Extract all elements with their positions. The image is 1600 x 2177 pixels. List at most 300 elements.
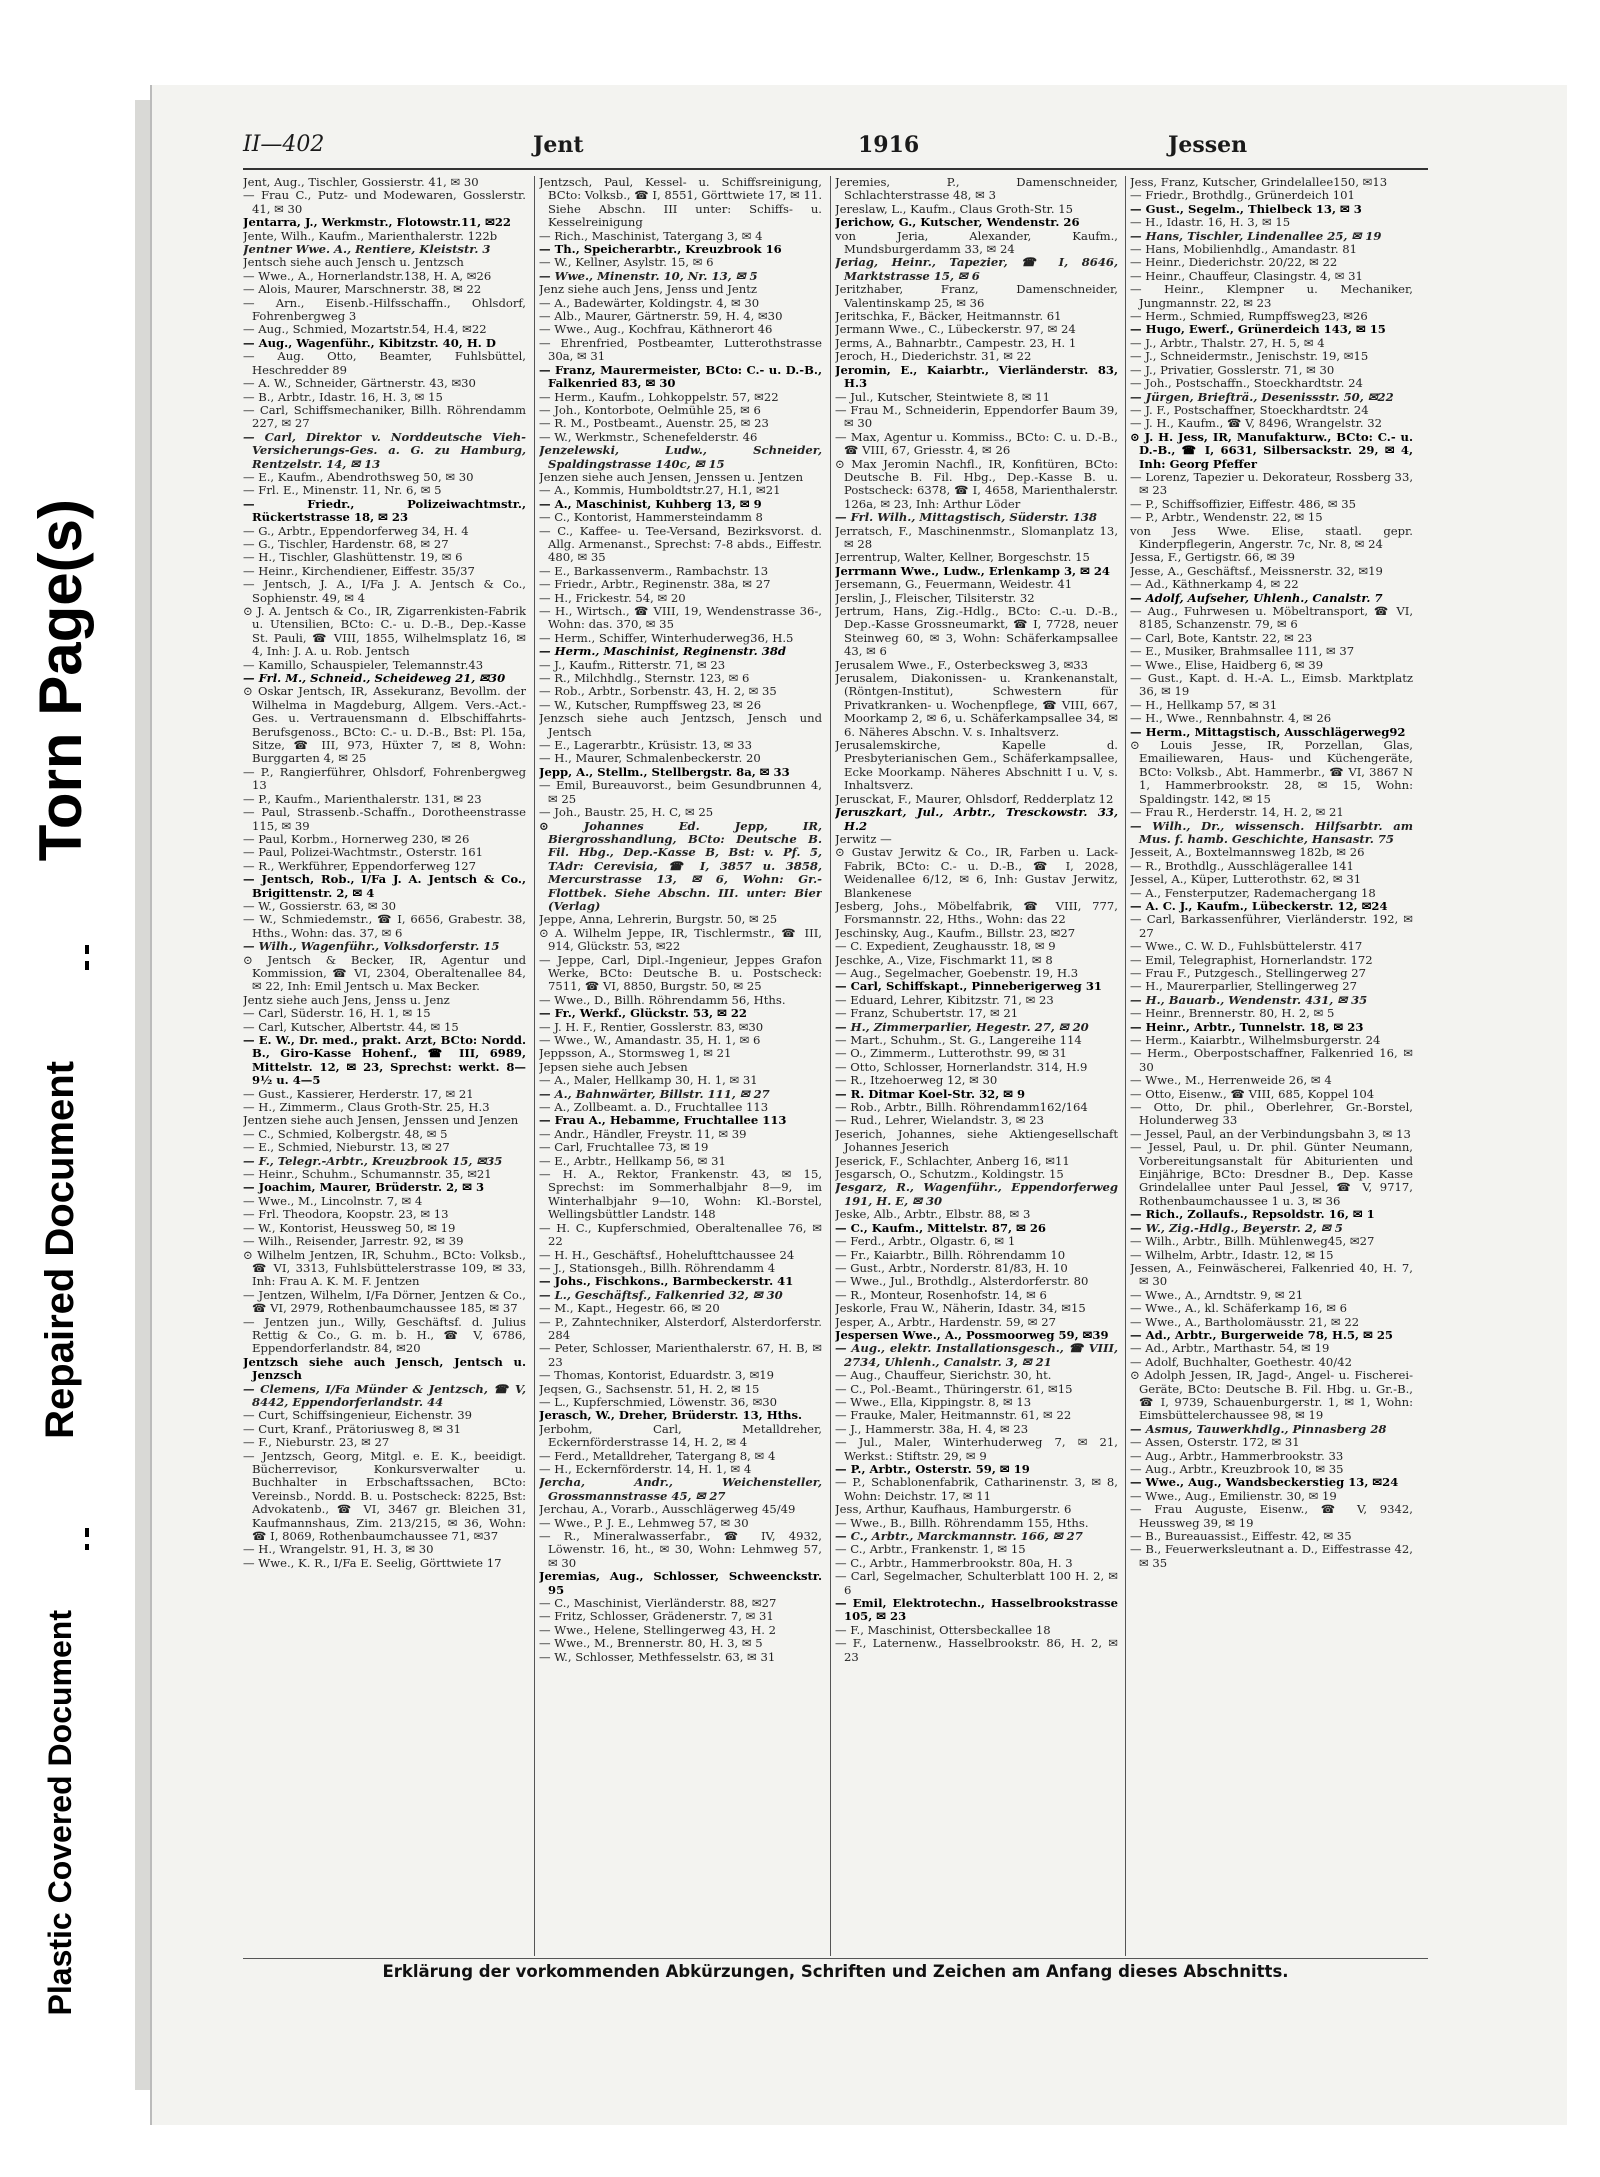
directory-entry: Jess, Arthur, Kaufhaus, Hamburgerstr. 6 [835,1502,1072,1517]
directory-entry: — Carl, Barkassenführer, Vierländerstr. 192, ✉ 27 [1130,912,1413,940]
directory-entry: — Wwe., Aug., Emilienstr. 30, ✉ 19 [1130,1488,1337,1503]
directory-entry: — H., Bauarb., Wendenstr. 431, ✉ 35 [1130,992,1368,1007]
directory-entry: — H., Maurer, Schmalenbeckerstr. 20 [539,751,761,766]
directory-entry: — Aug., Wagenführ., Kibitzstr. 40, H. D [243,335,496,350]
directory-entry: Jersemann, G., Feuermann, Weidestr. 41 [835,577,1073,592]
directory-entry: — Carl, Fruchtallee 73, ✉ 19 [539,1140,709,1155]
directory-entry: — Eduard, Lehrer, Kibitzstr. 71, ✉ 23 [835,992,1054,1007]
directory-entry: Jerratsch, F., Maschinenmstr., Slomanplatz 13, ✉ 28 [835,523,1118,551]
directory-entry: — Wilh., Dr., wissensch. Hilfsarbtr. am Mus. f. hamb. Geschichte, Hansastr. 75 [1130,818,1413,846]
directory-entry: — Carl, Schiffskapt., Pinneberigerweg 31 [835,979,1102,994]
header-left-keyword: Jent [533,132,584,158]
directory-entry: — Paul, Polizei-Wachtmstr., Osterstr. 161 [243,845,483,860]
directory-entry: Jessel, A., Küper, Lutterothstr. 62, ✉ 31 [1130,872,1362,887]
page-edge [135,100,150,2090]
directory-entry: Jerwitz — [835,831,892,846]
directory-entry: Jentarra, J., Werkmstr., Flotowstr.11, ✉22 [243,215,512,230]
directory-entry: Jerrentrup, Walter, Kellner, Borgeschstr. 15 [835,550,1090,565]
directory-column-2 [539,176,822,1956]
directory-entry: — J., Arbtr., Thalstr. 27, H. 5, ✉ 4 [1130,335,1325,350]
directory-entry: Jerusckat, F., Maurer, Ohlsdorf, Redderplatz 12 [835,791,1114,806]
directory-entry: Jerichow, G., Kutscher, Wendenstr. 26 [835,215,1080,230]
directory-entry: — Joh., Kontorbote, Oelmühle 25, ✉ 6 [539,402,761,417]
directory-entry: — H., Wrangelstr. 91, H. 3, ✉ 30 [243,1542,434,1557]
repaired-document-label: Repaired Document [37,1061,82,1439]
directory-entry: Jeppe, Anna, Lehrerin, Burgstr. 50, ✉ 25 [539,912,778,927]
directory-entry: ⊙ Wilhelm Jentzen, IR, Schuhm., BCto: Volksb., ☎ VI, 3313, Fuhlsbüttelerstrasse 109, ✉ 33, Inh: Frau A. K. M. F. Jentzen [243,1247,526,1289]
directory-entry: — Frau M., Schneiderin, Eppendorfer Baum 39, ✉ 30 [835,402,1118,431]
directory-entry: Jesseit, A., Boxtelmannsweg 182b, ✉ 26 [1130,845,1365,860]
directory-entry: — Arn., Eisenb.-Hilfsschaffn., Ohlsdorf, Fohrenbergweg 3 [243,295,526,324]
directory-entry: — W., Gossierstr. 63, ✉ 30 [243,898,396,913]
directory-entry: — E., Lagerarbtr., Krüsistr. 13, ✉ 33 [539,738,752,753]
directory-entry: — Wilh., Wagenführ., Volksdorferstr. 15 [243,939,500,954]
directory-entry: — H., Idastr. 16, H. 3, ✉ 15 [1130,215,1291,230]
directory-entry: — Frau R., Herderstr. 14, H. 2, ✉ 21 [1130,805,1344,820]
directory-entry: — C., Schmied, Kolbergstr. 48, ✉ 5 [243,1126,448,1141]
directory-entry: — R., Itzehoerweg 12, ✉ 30 [835,1073,998,1088]
directory-entry: — Alois, Maurer, Marschnerstr. 38, ✉ 22 [243,282,482,297]
directory-entry: — Jentzsch, Georg, Mitgl. e. E. K., beeidigt. Bücherrevisor, Konkursverwalter u. Buchhalter in Erbschaftssachen, BCto: Vereinsb., Nordd. B. u. Postscheck: 8225, Bst: Advokatenb., ☎ VI, 3467 gr. Bleichen 31, Kaufmannshaus, Zim. 213/215, ✉ 36, Wohn: ☎ I, 8069, Rothenbaumchaussee 71, ✉37 [243,1448,526,1544]
directory-entry: — B., Feuerwerksleutnant a. D., Eiffestrasse 42, ✉ 35 [1130,1542,1413,1570]
directory-entry: — R., Werkführer, Eppendorferweg 127 [243,858,477,873]
directory-entry: — P., Arbtr., Wendenstr. 22, ✉ 15 [1130,510,1323,525]
directory-entry: Jerchau, A., Vorarb., Ausschlägerweg 45/49 [539,1502,796,1517]
directory-entry: ⊙ Gustav Jerwitz & Co., IR, Farben u. Lack-Fabrik, BCto: C.- u. D.-B., ☎ I, 2028, Weidenallee 6/12, ✉ 6, Inh: Gustav Jerwitz, Blankenese [835,845,1118,900]
directory-entry: Jerusalem Wwe., F., Osterbecksweg 3, ✉33 [835,657,1089,672]
directory-entry: Jeritzhaber, Franz, Damenschneider, Valentinskamp 25, ✉ 36 [835,282,1118,310]
directory-entry: — J., Stationsgeh., Billh. Röhrendamm 4 [539,1260,776,1275]
directory-entry: — Heinr., Brennerstr. 80, H. 2, ✉ 5 [1130,1006,1335,1021]
directory-entry: — Joh., Baustr. 25, H. C, ✉ 25 [539,805,714,820]
directory-entry: — J. H., Kaufm., ☎ V, 8496, Wrangelstr. 32 [1130,416,1382,431]
page-header [243,132,1423,170]
directory-entry: Jeschinsky, Aug., Kaufm., Billstr. 23, ✉27 [835,925,1076,940]
directory-entry: — Johs., Fischkons., Barmbeckerstr. 41 [539,1274,794,1289]
directory-entry: von Jess Wwe. Elise, staatl. gepr. Kinderpflegerin, Angerstr. 7c, Nr. 8, ✉ 24 [1130,523,1413,551]
directory-entry: — H. H., Geschäftsf., Hohelufttchaussee 24 [539,1247,795,1262]
directory-entry: — E., Musiker, Brahmsallee 111, ✉ 37 [1130,644,1355,659]
directory-entry: Jertrum, Hans, Zig.-Hdlg., BCto: C.-u. D.-B., Dep.-Kasse Grossneumarkt, ☎ I, 7728, neuer Steinweg 60, ✉ 3, Wohn: Schäferkampsallee 43, ✉ 6 [835,604,1118,659]
directory-entry: — Hans, Tischler, Lindenallee 25, ✉ 19 [1130,228,1382,243]
page-number: II—402 [243,132,325,157]
directory-entry: — A., Bahnwärter, Billstr. 111, ✉ 27 [539,1086,770,1101]
directory-entry: — C., Arbtr., Frankenstr. 1, ✉ 15 [835,1542,1026,1557]
directory-entry: — Jentsch, Rob., I/Fa J. A. Jentsch & Co., Brigittenstr. 2, ✉ 4 [243,872,526,900]
directory-entry: — Heinr., Arbtr., Tunnelstr. 18, ✉ 23 [1130,1019,1364,1034]
directory-entry: — Emil, Elektrotechn., Hasselbrookstrasse 105, ✉ 23 [835,1596,1118,1624]
directory-column-4 [1130,176,1413,1956]
directory-entry: — F., Nieburstr. 23, ✉ 27 [243,1435,390,1450]
directory-entry: — Hugo, Ewerf., Grünerdeich 143, ✉ 15 [1130,322,1386,337]
directory-entry: — Jessel, Paul, an der Verbindungsbahn 3, ✉ 13 [1130,1126,1411,1141]
directory-entry: — Wwe., D., Billh. Röhrendamm 56, Hths. [539,992,786,1007]
directory-entry: — Wwe., M., Brennerstr. 80, H. 3, ✉ 5 [539,1636,763,1651]
directory-entry: — H., Zimmerparlier, Hegestr. 27, ✉ 20 [835,1019,1089,1034]
directory-entry: — Aug., Fuhrwesen u. Möbeltransport, ☎ VI, 8185, Schanzenstr. 79, ✉ 6 [1130,604,1413,632]
directory-entry: ⊙ J. A. Jentsch & Co., IR, Zigarrenkisten-Fabrik u. Utensilien, BCto: C.- u. D.-B., Dep.-Kasse St. Pauli, ☎ VIII, 1855, Wilhelmsplatz 16, ✉ 4, Inh: J. A. u. Rob. Jentsch [243,604,526,659]
directory-entry: ⊙ Jentsch & Becker, IR, Agentur und Kommission, ☎ VI, 2304, Oberaltenallee 84, ✉ 22, Inh: Emil Jentsch u. Max Becker. [243,952,526,994]
directory-entry: — Wwe., Jul., Brothdlg., Alsterdorferstr. 80 [835,1274,1089,1289]
directory-entry: Jeruszkart, Jul., Arbtr., Tresckowstr. 33, H.2 [835,805,1118,833]
directory-entry: — Frl. Theodora, Koopstr. 23, ✉ 13 [243,1207,449,1222]
directory-entry: — Herm., Maschinist, Reginenstr. 38d [539,644,786,659]
directory-entry: — E., Arbtr., Hellkamp 56, ✉ 31 [539,1153,726,1168]
page-footer-note: Erklärung der vorkommenden Abkürzungen, Schriften und Zeichen am Anfang dieses Abschnitts. [382,1962,1289,1981]
directory-entry: — A., Zollbeamt. a. D., Fruchtallee 113 [539,1100,769,1115]
directory-entry: — Heinr., Kirchendiener, Eiffestr. 35/37 [243,563,475,578]
directory-entry: — Jentsch, J. A., I/Fa J. A. Jentsch & Co., Sophienstr. 49, ✉ 4 [243,577,526,605]
directory-entry: — Herm., Kaiarbtr., Wilhelmsburgerstr. 24 [1130,1033,1381,1047]
directory-entry: — Wwe., K. R., I/Fa E. Seelig, Görttwiete 17 [243,1555,502,1570]
directory-entry: — W., Schlosser, Methfesselstr. 63, ✉ 31 [539,1649,776,1664]
directory-entry: — Asmus, Tauwerkhdlg., Pinnasberg 28 [1130,1421,1387,1436]
directory-entry: — Rud., Lehrer, Wielandstr. 3, ✉ 23 [835,1113,1044,1128]
plastic-covered-label: Plastic Covered Document [41,1609,78,2016]
directory-entry: — Wwe., A., Arndtstr. 9, ✉ 21 [1130,1287,1304,1302]
column-divider [534,176,535,1956]
directory-entry: — A. C. J., Kaufm., Lübeckerstr. 12, ✉24 [1130,898,1388,913]
directory-entry: — Friedr., Arbtr., Reginenstr. 38a, ✉ 27 [539,577,771,592]
directory-entry: Jenzen siehe auch Jensen, Jenssen u. Jentzen [539,469,804,484]
directory-entry: Jesgarz, R., Wagenführ., Eppendorferweg 191, H. E, ✉ 30 [835,1180,1118,1208]
directory-entry: Jentner Wwe. A., Rentiere, Kleiststr. 3 [243,242,491,257]
directory-entry: — Gust., Arbtr., Norderstr. 81/83, H. 10 [835,1260,1068,1275]
directory-entry: — E., Barkassenverm., Rambachstr. 13 [539,563,769,578]
header-right-keyword: Jessen [1168,132,1248,158]
directory-entry: — R., Milchhdlg., Sternstr. 123, ✉ 6 [539,671,750,686]
directory-entry: — Ad., Arbtr., Burgerweide 78, H.5, ✉ 25 [1130,1327,1393,1342]
column-divider [830,176,831,1956]
directory-entry: — F., Laternenw., Hasselbrookstr. 86, H. 2, ✉ 23 [835,1636,1118,1664]
directory-entry: — Wwe., Minenstr. 10, Nr. 13, ✉ 5 [539,268,758,283]
header-year: 1916 [858,132,920,158]
directory-entry: — Wwe., Helene, Stellingerweg 43, H. 2 [539,1622,777,1637]
directory-entry: Jeserich, Johannes, siehe Aktiengesellschaft Johannes Jeserich [835,1126,1118,1155]
directory-entry: — Wwe., B., Billh. Röhrendamm 155, Hths. [835,1515,1089,1530]
directory-entry: — G., Tischler, Hardenstr. 68, ✉ 27 [243,536,449,551]
directory-entry: Jeremies, P., Damenschneider, Schlachterstrasse 48, ✉ 3 [835,176,1118,203]
directory-entry: Jeriag, Heinr., Tapezier, ☎ I, 8646, Marktstrasse 15, ✉ 6 [835,255,1118,283]
directory-entry: — Wwe., P. J. E., Lehmweg 57, ✉ 30 [539,1515,749,1530]
directory-entry: — Jentzen jun., Willy, Geschäftsf. d. Julius Rettig & Co., G. m. b. H., ☎ V, 6786, Eppendorferlandstr. 84, ✉20 [243,1314,526,1356]
directory-entry: — Max, Agentur u. Kommiss., BCto: C. u. D.-B., ☎ VIII, 67, Griesstr. 4, ✉ 26 [835,429,1118,458]
directory-entry: — Carl, Süderstr. 16, H. 1, ✉ 15 [243,1006,431,1021]
directory-entry: — Fr., Kaiarbtr., Billh. Röhrendamm 10 [835,1247,1066,1262]
directory-entry: — Wwe., M., Herrenweide 26, ✉ 4 [1130,1073,1332,1088]
directory-entry: — Ehrenfried, Postbeamter, Lutterothstrasse 30a, ✉ 31 [539,335,822,364]
directory-entry: — Aug., Arbtr., Kreuzbrook 10, ✉ 35 [1130,1462,1344,1476]
directory-entry: — Jeppe, Carl, Dipl.-Ingenieur, Jeppes Grafon Werke, BCto: Deutsche B. u. Postscheck: 7511, ☎ VI, 8850, Burgstr. 50, ✉ 25 [539,952,822,994]
directory-entry: Jentsch siehe auch Jensch u. Jentzsch [243,255,464,270]
directory-entry: — Aug. Otto, Beamter, Fuhlsbüttel, Heschredder 89 [243,349,526,377]
directory-entry: — Herm., Schiffer, Winterhuderweg36, H.5 [539,630,794,645]
directory-entry: — W., Kellner, Asylstr. 15, ✉ 6 [539,255,714,270]
directory-entry: Jente, Wilh., Kaufm., Marienthalerstr. 122b [243,228,498,243]
directory-entry: — Frau F., Putzgesch., Stellingerweg 27 [1130,965,1367,980]
directory-entry: — Wwe., C. W. D., Fuhlsbüttelerstr. 417 [1130,939,1363,954]
directory-entry: — W., Zig.-Hdlg., Beyerstr. 2, ✉ 5 [1130,1220,1343,1235]
directory-entry: — Rich., Maschinist, Tatergang 3, ✉ 4 [539,228,763,243]
directory-entry: Jentzsch siehe auch Jensch, Jentsch u. Jenzsch [243,1354,526,1383]
directory-entry: ⊙ Adolph Jessen, IR, Jagd-, Angel- u. Fischerei-Geräte, BCto: Deutsche B. Fil. Hbg. u. Gr.-B., ☎ I, 9739, Schauenburgerstr. 1, ✉ 1, Wohn: Eimsbüttelerchaussee 98, ✉ 19 [1130,1368,1413,1423]
directory-entry: — Franz, Schubertstr. 17, ✉ 21 [835,1006,1019,1021]
directory-entry: — O., Zimmerm., Lutterothstr. 99, ✉ 31 [835,1046,1067,1061]
directory-entry: — Wilhelm, Arbtr., Idastr. 12, ✉ 15 [1130,1247,1334,1262]
directory-entry: Jentz siehe auch Jens, Jenss u. Jenz [243,992,450,1007]
directory-entry: Jercha, Andr., Weichensteller, Grossmannstrasse 45, ✉ 27 [539,1475,822,1503]
directory-entry: — H., Eckernförderstr. 14, H. 1, ✉ 4 [539,1462,752,1476]
directory-entry: — Wwe., Elise, Haidberg 6, ✉ 39 [1130,657,1324,672]
directory-entry: Jessa, F., Gertigstr. 66, ✉ 39 [1130,550,1295,565]
directory-entry: — H., Zimmerm., Claus Groth-Str. 25, H.3 [243,1100,490,1115]
directory-entry: — W., Schmiedemstr., ☎ I, 6656, Grabestr. 38, Hths., Wohn: das. 37, ✉ 6 [243,912,526,940]
directory-entry: — H. A., Rektor, Frankenstr. 43, ✉ 15, Sprechst: im Sommerhalbjahr 8—9, im Winterhalbjahr 9—10, Wohn: Kl.-Borstel, Wellingsbüttler Landstr. 148 [539,1167,822,1222]
directory-entry: — J. H. F., Rentier, Gosslerstr. 83, ✉30 [539,1019,764,1034]
header-rule [243,168,1428,170]
directory-entry: ⊙ A. Wilhelm Jeppe, IR, Tischlermstr., ☎ III, 914, Glückstr. 53, ✉22 [539,925,822,954]
directory-entry: — Paul, Korbm., Hornerweg 230, ✉ 26 [243,831,470,846]
directory-entry: — Peter, Schlosser, Marienthalerstr. 67, H. B, ✉ 23 [539,1341,822,1369]
directory-entry: — Jul., Maler, Winterhuderweg 7, ✉ 21, Werkst.: Stiftstr. 29, ✉ 9 [835,1435,1118,1463]
directory-entry: Jeskorle, Frau W., Näherin, Idastr. 34, ✉15 [835,1301,1086,1316]
directory-entry: — Wwe., W., Amandastr. 35, H. 1, ✉ 6 [539,1033,761,1047]
directory-entry: — Frauke, Maler, Heitmannstr. 61, ✉ 22 [835,1408,1072,1423]
directory-entry: ⊙ Louis Jesse, IR, Porzellan, Glas, Emailiewaren, Haus- und Küchengeräte, BCto: Volksb., Abt. Hammerbr., ☎ VI, 3867 N 1, Hammerbrookstr. 28, ✉ 15, Wohn: Spaldingstr. 142, ✉ 15 [1130,738,1413,806]
directory-entry: — Wwe., Ella, Kippingstr. 8, ✉ 13 [835,1394,1032,1409]
directory-entry: ⊙ J. H. Jess, IR, Manufakturw., BCto: C.- u. D.-B., ☎ I, 6631, Silbersackstr. 29, ✉ 4, Inh: Georg Pfeffer [1130,429,1413,471]
directory-entry: — H. C., Kupferschmied, Oberaltenallee 76, ✉ 22 [539,1220,822,1249]
directory-entry: — J., Hammerstr. 38a, H. 4, ✉ 23 [835,1421,1029,1436]
directory-entry: — Adolf, Aufseher, Uhlenh., Canalstr. 7 [1130,590,1383,605]
directory-entry: — C., Maschinist, Vierländerstr. 88, ✉27 [539,1596,777,1611]
directory-entry: — L., Kupferschmied, Löwenstr. 36, ✉30 [539,1394,778,1409]
directory-entry: — H., Frickestr. 54, ✉ 20 [539,590,686,605]
directory-entry: — P., Schiffsoffizier, Eiffestr. 486, ✉ 35 [1130,496,1356,511]
column-divider [1125,176,1126,1956]
directory-entry: — J., Kaufm., Ritterstr. 71, ✉ 23 [539,657,726,672]
directory-entry: — Wwe., Aug., Kochfrau, Käthnerort 46 [539,322,773,337]
directory-entry: Jenzsch siehe auch Jentzsch, Jensch und Jentsch [539,711,822,739]
directory-entry: — W., Kutscher, Rumpffsweg 23, ✉ 26 [539,697,762,712]
directory-entry: — R. M., Postbeamt., Auenstr. 25, ✉ 23 [539,416,769,431]
directory-entry: — Heinr., Schuhm., Schumannstr. 35, ✉21 [243,1167,492,1182]
directory-entry: — Jul., Kutscher, Steintwiete 8, ✉ 11 [835,389,1050,404]
directory-entry: — Lorenz, Tapezier u. Dekorateur, Rossberg 33, ✉ 23 [1130,469,1413,498]
directory-entry: — Frl. E., Minenstr. 11, Nr. 6, ✉ 5 [243,483,442,498]
directory-entry: — H., Hellkamp 57, ✉ 31 [1130,697,1278,712]
directory-entry: — Ferd., Metalldreher, Tatergang 8, ✉ 4 [539,1448,776,1463]
directory-entry: — P., Arbtr., Osterstr. 59, ✉ 19 [835,1462,1030,1476]
directory-entry: — Emil, Bureauvorst., beim Gesundbrunnen 4, ✉ 25 [539,778,822,806]
directory-entry: — R. Ditmar Koel-Str. 32, ✉ 9 [835,1086,1026,1101]
directory-entry: — B., Bureauassist., Eiffestr. 42, ✉ 35 [1130,1529,1352,1544]
directory-entry: — C. Expedient, Zeughausstr. 18, ✉ 9 [835,939,1056,954]
directory-entry: Jerslin, J., Fleischer, Tilsiterstr. 32 [835,590,1035,605]
directory-entry: — Emil, Telegraphist, Hornerlandstr. 172 [1130,952,1373,967]
directory-entry: — Curt, Kranf., Prätoriusweg 8, ✉ 31 [243,1421,462,1436]
directory-entry: Jerbohm, Carl, Metalldreher, Eckernförderstrasse 14, H. 2, ✉ 4 [539,1421,822,1450]
directory-entry: — Thomas, Kontorist, Eduardstr. 3, ✉19 [539,1368,775,1383]
directory-entry: — Frau C., Putz- und Modewaren, Gosslerstr. 41, ✉ 30 [243,188,526,216]
directory-entry: — Wwe., A., Bartholomäusstr. 21, ✉ 22 [1130,1314,1360,1329]
directory-entry: — P., Schablonenfabrik, Catharinenstr. 3, ✉ 8, Wohn: Deichstr. 17, ✉ 11 [835,1475,1118,1503]
directory-entry: — Rob., Arbtr., Billh. Röhrendamm162/164 [835,1100,1088,1115]
directory-entry: — A., Maschinist, Kuhberg 13, ✉ 9 [539,496,762,511]
directory-entry: — E., Kaufm., Abendrothsweg 50, ✉ 30 [243,469,474,484]
directory-entry: — H., Maurerparlier, Stellingerweg 27 [1130,979,1357,994]
torn-pages-label: Torn Page(s) [26,498,94,862]
directory-entry: — G., Arbtr., Eppendorferweg 34, H. 4 [243,523,469,538]
directory-entry: — Frau Auguste, Eisenw., ☎ V, 9342, Heussweg 39, ✉ 19 [1130,1502,1413,1530]
directory-entry: — Heinr., Chauffeur, Clasingstr. 4, ✉ 31 [1130,268,1363,283]
directory-entry: von Jeria, Alexander, Kaufm., Mundsburgerdamm 33, ✉ 24 [835,228,1118,257]
directory-entry: — Ad., Arbtr., Marthastr. 54, ✉ 19 [1130,1341,1330,1356]
directory-entry: Jeske, Alb., Arbtr., Elbstr. 88, ✉ 3 [835,1207,1031,1222]
directory-entry: — Aug., elektr. Installationsgesch., ☎ VIII, 2734, Uhlenh., Canalstr. 3, ✉ 21 [835,1341,1118,1369]
directory-entry: — E., Schmied, Nieburstr. 13, ✉ 27 [243,1140,450,1155]
directory-entry: ⊙ Oskar Jentsch, IR, Assekuranz, Bevollm. der Wilhelma in Magdeburg, Allgem. Vers.-Act.-Ges. u. Vertrauensmann d. Elbschiffahrts-Berufsgenoss., BCto: C.- u. D.-B., Bst: Pl. 15a, Sitze, ☎ III, 973, Hüxter 7, ✉ 8, Wohn: Burggarten 4, ✉ 25 [243,684,526,766]
directory-entry: — P., Kaufm., Marienthalerstr. 131, ✉ 23 [243,791,482,806]
directory-entry: Jeserick, F., Schlachter, Anberg 16, ✉11 [835,1153,1070,1168]
directory-entry: — W., Kontorist, Heussweg 50, ✉ 19 [243,1220,456,1235]
directory-entry: — Frl. M., Schneid., Scheideweg 21, ✉30 [243,671,506,686]
directory-entry: — Aug., Arbtr., Hammerbrookstr. 33 [1130,1448,1344,1463]
directory-entry: — Carl, Kutscher, Albertstr. 44, ✉ 15 [243,1019,459,1034]
directory-entry: Jent, Aug., Tischler, Gossierstr. 41, ✉ 30 [243,176,479,189]
directory-entry: — Herm., Kaufm., Lohkoppelstr. 57, ✉22 [539,389,779,404]
directory-entry: Jereslaw, L., Kaufm., Claus Groth-Str. 15 [835,201,1073,216]
directory-entry: — A., Badewärter, Koldingstr. 4, ✉ 30 [539,295,760,310]
directory-entry: — R., Brothdlg., Ausschlägerallee 141 [1130,858,1354,873]
directory-entry: — Mart., Schuhm., St. G., Langereihe 114 [835,1033,1082,1047]
directory-entry: Jentzsch, Paul, Kessel- u. Schiffsreinigung, BCto: Volksb., ☎ I, 8551, Görttwiete 17, ✉ 11. Siehe Abschn. III unter: Schiffs- u. Kesselreinigung [539,176,822,230]
directory-entry: — Friedr., Polizeiwachtmstr., Rückertstrasse 18, ✉ 23 [243,496,526,525]
directory-entry: — Rich., Zollaufs., Repsoldstr. 16, ✉ 1 [1130,1207,1375,1222]
directory-entry: — Wilh., Reisender, Jarrestr. 92, ✉ 39 [243,1234,464,1249]
directory-entry: — Friedr., Brothdlg., Grünerdeich 101 [1130,188,1355,203]
footer-rule [243,1958,1428,1959]
directory-entry: Jepp, A., Stellm., Stellbergstr. 8a, ✉ 33 [539,764,790,779]
directory-entry: — J. F., Postschaffner, Stoeckhardtstr. 24 [1130,402,1369,417]
directory-entry: Jeremias, Aug., Schlosser, Schweenckstr. 95 [539,1569,822,1597]
directory-entry: Jesse, A., Geschäftsf., Meissnerstr. 32, ✉19 [1130,563,1383,578]
directory-entry: Jesberg, Johs., Möbelfabrik, ☎ VIII, 777, Forsmannstr. 22, Hths., Wohn: das 22 [835,898,1118,927]
directory-entry: — J., Schneidermstr., Jenischstr. 19, ✉15 [1130,349,1369,364]
directory-entry: — Assen, Osterstr. 172, ✉ 31 [1130,1435,1300,1450]
directory-entry: — Aug., Schmied, Mozartstr.54, H.4, ✉22 [243,322,487,337]
directory-entry: — Carl, Bote, Kantstr. 22, ✉ 23 [1130,630,1313,645]
directory-entry: — A., Kommis, Humboldtstr.27, H.1, ✉21 [539,483,781,498]
directory-entry: — Aug., Segelmacher, Goebenstr. 19, H.3 [835,965,1079,980]
directory-entry: — C., Pol.-Beamt., Thüringerstr. 61, ✉15 [835,1381,1073,1396]
directory-entry: Jerusalem, Diakonissen- u. Krankenanstalt, (Röntgen-Institut), Schwestern für Privatkranken- u. Wochenpflege, ☎ VIII, 667, Moorkamp 2, ✉ 6, u. Schäferkampsallee 34, ✉ 6. Näheres Abschn. V. s. Inhaltsverz. [835,671,1118,739]
directory-entry: Jeritschka, F., Bäcker, Heitmannstr. 61 [835,309,1062,324]
directory-entry: Jenzelewski, Ludw., Schneider, Spaldingstrasse 140c, ✉ 15 [539,443,822,471]
directory-entry: Jesper, A., Arbtr., Hardenstr. 59, ✉ 27 [835,1314,1056,1329]
directory-entry: — A., Maler, Hellkamp 30, H. 1, ✉ 31 [539,1073,758,1088]
directory-entry: Jermann Wwe., C., Lübeckerstr. 97, ✉ 24 [835,322,1076,337]
directory-entry: — H., Wwe., Rennbahnstr. 4, ✉ 26 [1130,711,1332,726]
label-separator [85,945,89,973]
directory-entry: — E. W., Dr. med., prakt. Arzt, BCto: Nordd. B., Giro-Kasse Hohenf., ☎ III, 6989, Mittelstr. 12, ✉ 23, Sprechst: werkt. 8—9½ u. 4—5 [243,1033,526,1088]
directory-entry: — Frl. Wilh., Mittagstisch, Süderstr. 138 [835,510,1097,525]
directory-entry: — P., Rangierführer, Ohlsdorf, Fohrenbergweg 13 [243,764,526,793]
directory-entry: — Aug., Chauffeur, Sierichstr. 30, ht. [835,1368,1052,1383]
directory-entry: — Gust., Kapt. d. H.-A. L., Eimsb. Marktplatz 36, ✉ 19 [1130,671,1413,699]
side-labels [0,0,140,2177]
directory-entry: Jepsen siehe auch Jebsen [539,1059,688,1074]
directory-entry: ⊙ Max Jeromin Nachfl., IR, Konfitüren, BCto: Deutsche B. Fil. Hbg., Dep.-Kasse B. u. Postscheck: 6378, ☎ I, 4658, Marienthalerstr. 126a, ✉ 23, Inh: Arthur Löder [835,456,1118,511]
directory-entry: Jenz siehe auch Jens, Jenss und Jentz [539,282,757,297]
directory-entry: — C., Kaffee- u. Tee-Versand, Bezirksvorst. d. Allg. Armenanst., Sprechst: 7-8 abds., Eiffestr. 480, ✉ 35 [539,523,822,565]
directory-entry: Jerms, A., Bahnarbtr., Campestr. 23, H. 1 [835,335,1077,350]
directory-entry: — Jentzen, Wilhelm, I/Fa Dörner, Jentzen & Co., ☎ VI, 2979, Rothenbaumchaussee 185, ✉ 37 [243,1287,526,1316]
directory-entry: — Adolf, Buchhalter, Goethestr. 40/42 [1130,1354,1352,1369]
directory-entry: — Kamillo, Schauspieler, Telemannstr.43 [243,657,484,672]
directory-entry: Jespersen Wwe., A., Possmoorweg 59, ✉39 [835,1327,1109,1342]
directory-entry: — Wwe., A., Hornerlandstr.138, H. A, ✉26 [243,268,492,283]
directory-entry: — W., Werkmstr., Schenefelderstr. 46 [539,429,758,444]
directory-entry: — Rob., Arbtr., Sorbenstr. 43, H. 2, ✉ 35 [539,684,777,699]
directory-entry: — L., Geschäftsf., Falkenried 32, ✉ 30 [539,1287,783,1302]
directory-entry: — Franz, Maurermeister, BCto: C.- u. D.-B., Falkenried 83, ✉ 30 [539,362,822,391]
directory-entry: — A., Fensterputzer, Rademachergang 18 [1130,885,1376,900]
directory-entry: — Joachim, Maurer, Brüderstr. 2, ✉ 3 [243,1180,485,1195]
directory-entry: Jerasch, W., Dreher, Brüderstr. 13, Hths. [539,1408,803,1423]
directory-entry: Jess, Franz, Kutscher, Grindelallee150, ✉13 [1130,176,1388,189]
directory-entry: — Otto, Eisenw., ☎ VIII, 685, Koppel 104 [1130,1086,1375,1101]
directory-entry: — Carl, Schiffsmechaniker, Billh. Röhrendamm 227, ✉ 27 [243,402,526,431]
directory-column-1 [243,176,526,1956]
directory-entry: — Gust., Kassierer, Herderstr. 17, ✉ 21 [243,1086,474,1101]
directory-entry: — F., Telegr.-Arbtr., Kreuzbrook 15, ✉35 [243,1153,503,1168]
directory-entry: Jessen, A., Feinwäscherei, Falkenried 40, H. 7, ✉ 30 [1130,1260,1413,1289]
directory-entry: — Herm., Schmied, Rumpffsweg23, ✉26 [1130,309,1368,324]
directory-entry: — Alb., Maurer, Gärtnerstr. 59, H. 4, ✉30 [539,309,783,324]
directory-entry: — Wwe., A., kl. Schäferkamp 16, ✉ 6 [1130,1301,1348,1316]
directory-entry: — Otto, Schlosser, Hornerlandstr. 314, H.9 [835,1059,1088,1074]
directory-entry: — Hans, Mobilienhdlg., Amandastr. 81 [1130,242,1357,257]
directory-entry: — B., Arbtr., Idastr. 16, H. 3, ✉ 15 [243,389,443,404]
directory-entry: — H., Tischler, Glashüttenstr. 19, ✉ 6 [243,550,463,565]
directory-entry: Jeppsson, A., Stormsweg 1, ✉ 21 [539,1046,732,1061]
directory-entry: — Th., Speicherarbtr., Kreuzbrook 16 [539,242,782,257]
directory-entry: — Fr., Werkf., Glückstr. 53, ✉ 22 [539,1006,748,1021]
directory-entry: — R., Monteur, Rosenhofstr. 14, ✉ 6 [835,1287,1047,1302]
directory-entry: Jerusalemskirche, Kapelle d. Presbyterianischen Gem., Schäferkampsallee, Ecke Moorkamp. Näheres Abschnitt I u. V, s. Inhaltsverz. [835,738,1118,793]
directory-entry: — Gust., Segelm., Thielbeck 13, ✉ 3 [1130,201,1362,216]
directory-entry: — Otto, Dr. phil., Oberlehrer, Gr.-Borstel, Holunderweg 33 [1130,1100,1413,1128]
directory-entry: — R., Mineralwasserfabr., ☎ IV, 4932, Löwenstr. 16, ht., ✉ 30, Wohn: Lehmweg 57, ✉ 30 [539,1529,822,1570]
directory-entry: — M., Kapt., Hegestr. 66, ✉ 20 [539,1301,720,1316]
directory-entry: — Ad., Käthnerkamp 4, ✉ 22 [1130,577,1299,592]
directory-entry: — Andr., Händler, Freystr. 11, ✉ 39 [539,1126,747,1141]
directory-entry: — Heinr., Diederichstr. 20/22, ✉ 22 [1130,255,1338,270]
directory-entry: — P., Zahntechniker, Alsterdorf, Alsterdorferstr. 284 [539,1314,822,1342]
directory-entry: — Heinr., Klempner u. Mechaniker, Jungmannstr. 22, ✉ 23 [1130,282,1413,310]
directory-entry: — Joh., Postschaffn., Stoeckhardtstr. 24 [1130,376,1363,391]
directory-entry: — Carl, Direktor v. Norddeutsche Vieh-Versicherungs-Ges. a. G. zu Hamburg, Rentzelstr. 14, ✉ 13 [243,429,526,471]
directory-entry: — Ferd., Arbtr., Olgastr. 6, ✉ 1 [835,1234,1016,1249]
directory-entry: — Wwe., Aug., Wandsbeckerstieg 13, ✉24 [1130,1475,1399,1490]
directory-entry: Jentzen siehe auch Jensen, Jenssen und Jenzen [243,1113,519,1128]
directory-entry: ⊙ Johannes Ed. Jepp, IR, Biergrosshandlung, BCto: Deutsche B. Fil. Hbg., Dep.-Kasse B, Bst: v. Pf. 5, TAdr: Cerevisia, ☎ I, 3857 u. 3858, Mercurstrasse 13, ✉ 6, Wohn: Gr.-Flottbek. Siehe Abschn. III. unter: Bier (Verlag) [539,818,822,913]
directory-entry: Jeroch, H., Diederichstr. 31, ✉ 22 [835,349,1032,364]
directory-entry: — Clemens, I/Fa Münder & Jentzsch, ☎ V, 8442, Eppendorferlandstr. 44 [243,1381,526,1409]
directory-entry: — Fritz, Schlosser, Grädenerstr. 7, ✉ 31 [539,1609,774,1624]
directory-entry: — Carl, Segelmacher, Schulterblatt 100 H. 2, ✉ 6 [835,1569,1118,1597]
